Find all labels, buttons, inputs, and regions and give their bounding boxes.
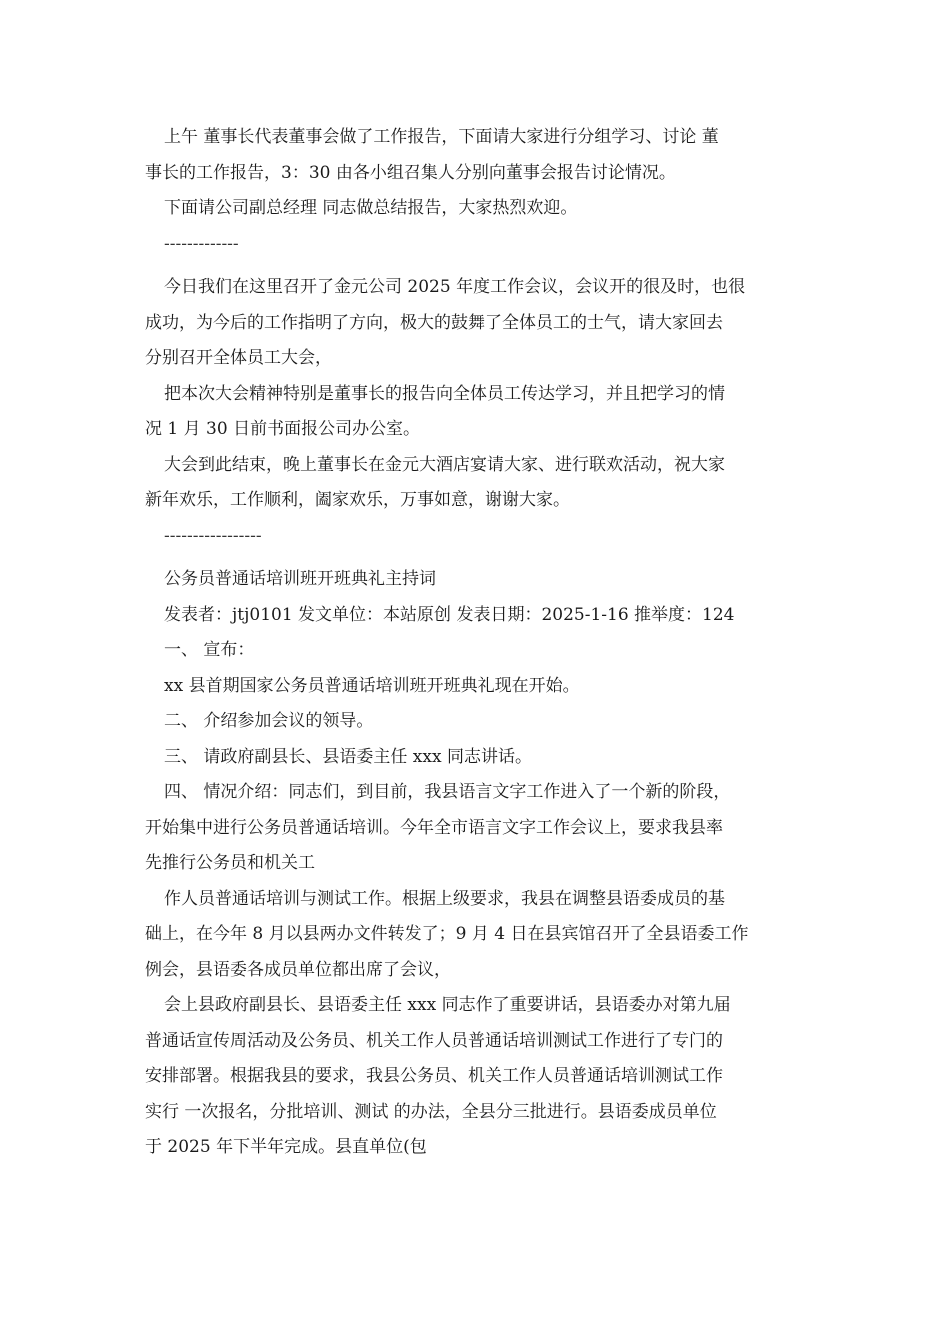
paragraph-line: 会上县政府副县长、县语委主任 xxx 同志作了重要讲话，县语委办对第九届: [164, 995, 731, 1015]
paragraph-line: 实行 一次报名，分批培训、测试 的办法，全县分三批进行。县语委成员单位: [145, 1101, 717, 1122]
document-body: [145, 120, 810, 1166]
paragraph-line: 下面请公司副总经理 同志做总结报告，大家热烈欢迎。: [164, 198, 578, 218]
paragraph-line: 先推行公务员和机关工: [145, 853, 315, 873]
spacer: [145, 262, 810, 270]
paragraph-line: 础上，在今年 8 月以县两办文件转发了；9 月 4 日在县宾馆召开了全县语委工作: [145, 924, 749, 944]
paragraph-line: 上午 董事长代表董事会做了工作报告，下面请大家进行分组学习、讨论 董: [164, 127, 719, 147]
separator-rule: -----------------: [164, 525, 262, 546]
paragraph-line: 分别召开全体员工大会，: [145, 348, 332, 368]
article-meta: 发表者：jtj0101 发文单位：本站原创 发表日期：2025-1-16 推举度：124: [164, 604, 735, 625]
paragraph-line: 作人员普通话培训与测试工作。根据上级要求，我县在调整县语委成员的基: [164, 888, 725, 909]
paragraph-line: 于 2025 年下半年完成。县直单位(包: [145, 1137, 427, 1157]
paragraph-line: 例会，县语委各成员单位都出席了会议，: [145, 959, 451, 980]
paragraph-line: 把本次大会精神特别是董事长的报告向全体员工传达学习，并且把学习的情: [164, 383, 725, 404]
paragraph-line: 新年欢乐，工作顺利，阖家欢乐，万事如意，谢谢大家。: [145, 490, 570, 510]
paragraph-line: xx 县首期国家公务员普通话培训班开班典礼现在开始。: [164, 675, 580, 696]
paragraph-line: 开始集中进行公务员普通话培训。今年全市语言文字工作会议上，要求我县率: [145, 817, 723, 838]
paragraph-line: 普通话宣传周活动及公务员、机关工作人员普通话培训测试工作进行了专门的: [145, 1030, 723, 1051]
separator-rule: -------------: [164, 233, 239, 254]
list-item: 二、 介绍参加会议的领导。: [164, 711, 374, 731]
spacer: [145, 554, 810, 562]
paragraph-line: 成功，为今后的工作指明了方向，极大的鼓舞了全体员工的士气，请大家回去: [145, 312, 723, 333]
list-item: 三、 请政府副县长、县语委主任 xxx 同志讲话。: [164, 746, 532, 767]
paragraph-line: 况 1 月 30 日前书面报公司办公室。: [145, 419, 421, 439]
paragraph-line: 大会到此结束，晚上董事长在金元大酒店宴请大家、进行联欢活动，祝大家: [164, 454, 725, 475]
paragraph-line: 事长的工作报告，3：30 由各小组召集人分别向董事会报告讨论情况。: [145, 162, 676, 183]
list-item: 一、 宣布：: [164, 640, 255, 660]
paragraph-line: 安排部署。根据我县的要求，我县公务员、机关工作人员普通话培训测试工作: [145, 1066, 723, 1086]
article-title: 公务员普通话培训班开班典礼主持词: [164, 569, 436, 589]
list-item: 四、 情况介绍：同志们，到目前，我县语言文字工作进入了一个新的阶段，: [164, 782, 731, 802]
paragraph-line: 今日我们在这里召开了金元公司 2025 年度工作会议，会议开的很及时，也很: [164, 277, 746, 297]
